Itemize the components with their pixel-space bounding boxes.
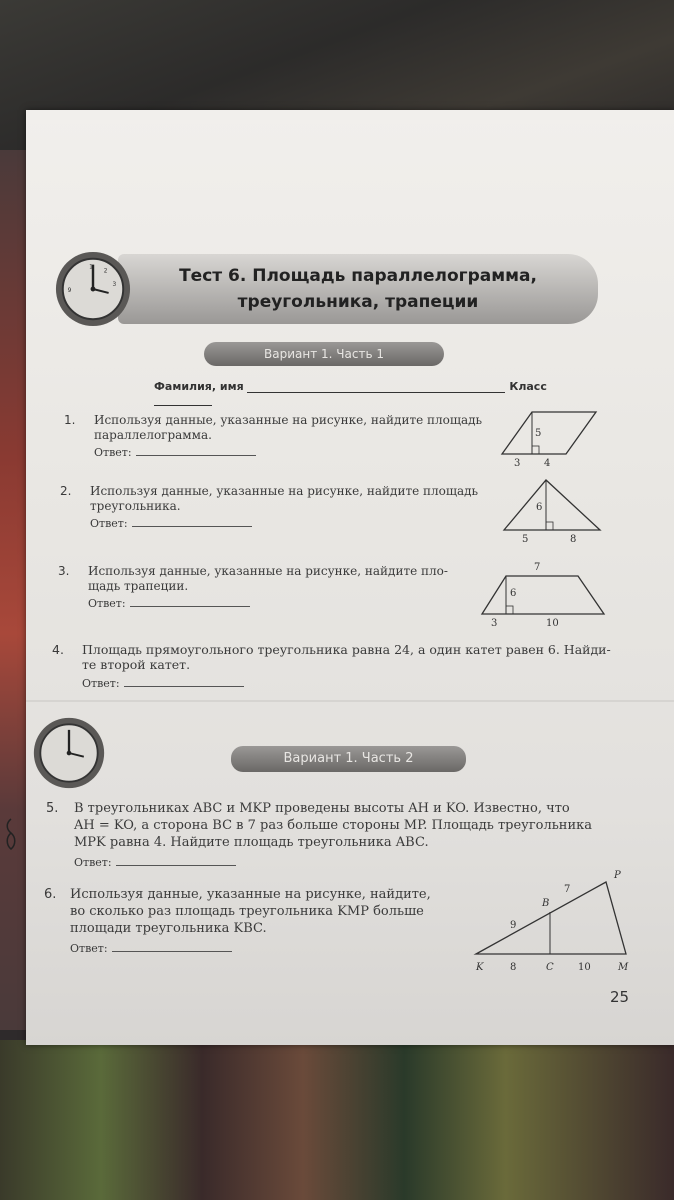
name-input-line[interactable] [247, 392, 505, 393]
page-number: 25 [610, 988, 630, 1006]
answer-line[interactable] [136, 445, 256, 456]
worksheet-page [26, 110, 674, 1045]
fig6-vertex-P: P [614, 870, 621, 881]
fig2-height-label: 6 [536, 502, 543, 513]
task-text-line-1: Площадь прямоугольного треугольника равна 24, а один катет равен 6. Найди- [82, 642, 611, 657]
clock-numeral-3: 3 [112, 282, 117, 289]
clock-icon [32, 716, 106, 790]
fig1-segment-b-label: 4 [544, 458, 551, 469]
title-line-2: треугольника, трапеции [237, 292, 479, 312]
fig6-vertex-C: C [546, 962, 554, 973]
task-text-line-2: те второй катет. [82, 657, 191, 672]
name-class-row [154, 380, 594, 406]
answer-label: Ответ: [74, 856, 112, 869]
fig6-cm-label: 10 [578, 962, 591, 973]
task-text-line-1: Используя данные, указанные на рисунке, найдите, [70, 887, 431, 902]
answer-label: Ответ: [94, 446, 132, 459]
fig6-vertex-B: B [542, 898, 550, 909]
task-text-line-2: щадь трапеции. [88, 579, 189, 593]
variant-part2-label: Вариант 1. Часть 2 [231, 746, 466, 772]
title-banner [118, 254, 598, 324]
fig1-height-label: 5 [535, 428, 542, 439]
background-fabric-bottom [0, 1040, 674, 1200]
fig6-bp-label: 7 [564, 884, 571, 895]
task-text-line-1: Используя данные, указанные на рисунке, найдите пло- [88, 564, 448, 578]
answer-line[interactable] [124, 676, 244, 687]
variant-part1-label: Вариант 1. Часть 1 [204, 342, 444, 366]
task-1 [64, 413, 494, 460]
paper-fold [26, 700, 674, 702]
handwritten-mark [2, 815, 20, 855]
task-number: 1. [64, 413, 76, 427]
task-4 [52, 642, 642, 691]
answer-line[interactable] [132, 516, 252, 527]
fig1-segment-a-label: 3 [514, 458, 521, 469]
figure-triangle-kmp [468, 866, 638, 978]
answer-label: Ответ: [90, 517, 128, 530]
clock-numeral-1: 1 [89, 264, 93, 271]
answer-row [82, 676, 642, 691]
answer-line[interactable] [112, 941, 232, 952]
task-3 [58, 564, 488, 611]
answer-line[interactable] [130, 596, 250, 607]
fig3-height-label: 6 [510, 588, 517, 599]
task-text-line-2: во сколько раз площадь треугольника KMP больше [70, 904, 424, 919]
answer-label: Ответ: [82, 677, 120, 690]
answer-line[interactable] [116, 855, 236, 866]
answer-label: Ответ: [70, 942, 108, 955]
fig6-vertex-K: K [476, 962, 484, 973]
answer-row [70, 940, 470, 957]
answer-row [90, 516, 490, 531]
class-input-line[interactable] [154, 405, 212, 406]
task-text-line-3: площади треугольника KBC. [70, 921, 267, 936]
task-text-line-2: параллелограмма. [94, 428, 212, 442]
fig2-segment-a-label: 5 [522, 534, 529, 545]
class-label: Класс [509, 380, 547, 393]
figure-trapezoid [478, 560, 608, 630]
task-number: 4. [52, 642, 64, 657]
task-text-line-3: MPK равна 4. Найдите площадь треугольника ABC. [74, 835, 429, 850]
clock-icon [54, 250, 132, 328]
task-number: 5. [46, 801, 59, 816]
fig6-kb-label: 9 [510, 920, 517, 931]
answer-row [94, 445, 494, 460]
clock-numeral-2: 2 [103, 268, 108, 275]
task-text-line-1: Используя данные, указанные на рисунке, найдите площадь [90, 484, 479, 498]
answer-label: Ответ: [88, 597, 126, 610]
task-2 [60, 484, 490, 531]
title-line-1: Тест 6. Площадь параллелограмма, [179, 266, 537, 286]
task-text-line-1: Используя данные, указанные на рисунке, найдите площадь [94, 413, 483, 427]
task-6 [44, 886, 470, 957]
task-number: 2. [60, 484, 72, 498]
task-number: 6. [44, 887, 57, 902]
task-5 [46, 800, 654, 871]
task-text-line-2: AH = KO, а сторона BC в 7 раз больше стороны MP. Площадь треугольника [74, 818, 592, 833]
task-text-line-1: В треугольниках ABC и MKP проведены высоты AH и KO. Известно, что [74, 801, 570, 816]
fig3-segment-b-label: 10 [546, 618, 559, 629]
fig3-segment-a-label: 3 [491, 618, 498, 629]
fig6-vertex-M: M [618, 962, 629, 973]
figure-triangle [500, 476, 608, 546]
task-text-line-2: треугольника. [90, 499, 181, 513]
clock-numeral-9: 9 [67, 287, 72, 294]
fig2-segment-b-label: 8 [570, 534, 577, 545]
task-number: 3. [58, 564, 70, 578]
fig6-kc-label: 8 [510, 962, 517, 973]
figure-parallelogram [494, 406, 604, 474]
answer-row [88, 596, 488, 611]
name-label: Фамилия, имя [154, 380, 244, 393]
fig3-top-label: 7 [534, 562, 541, 573]
